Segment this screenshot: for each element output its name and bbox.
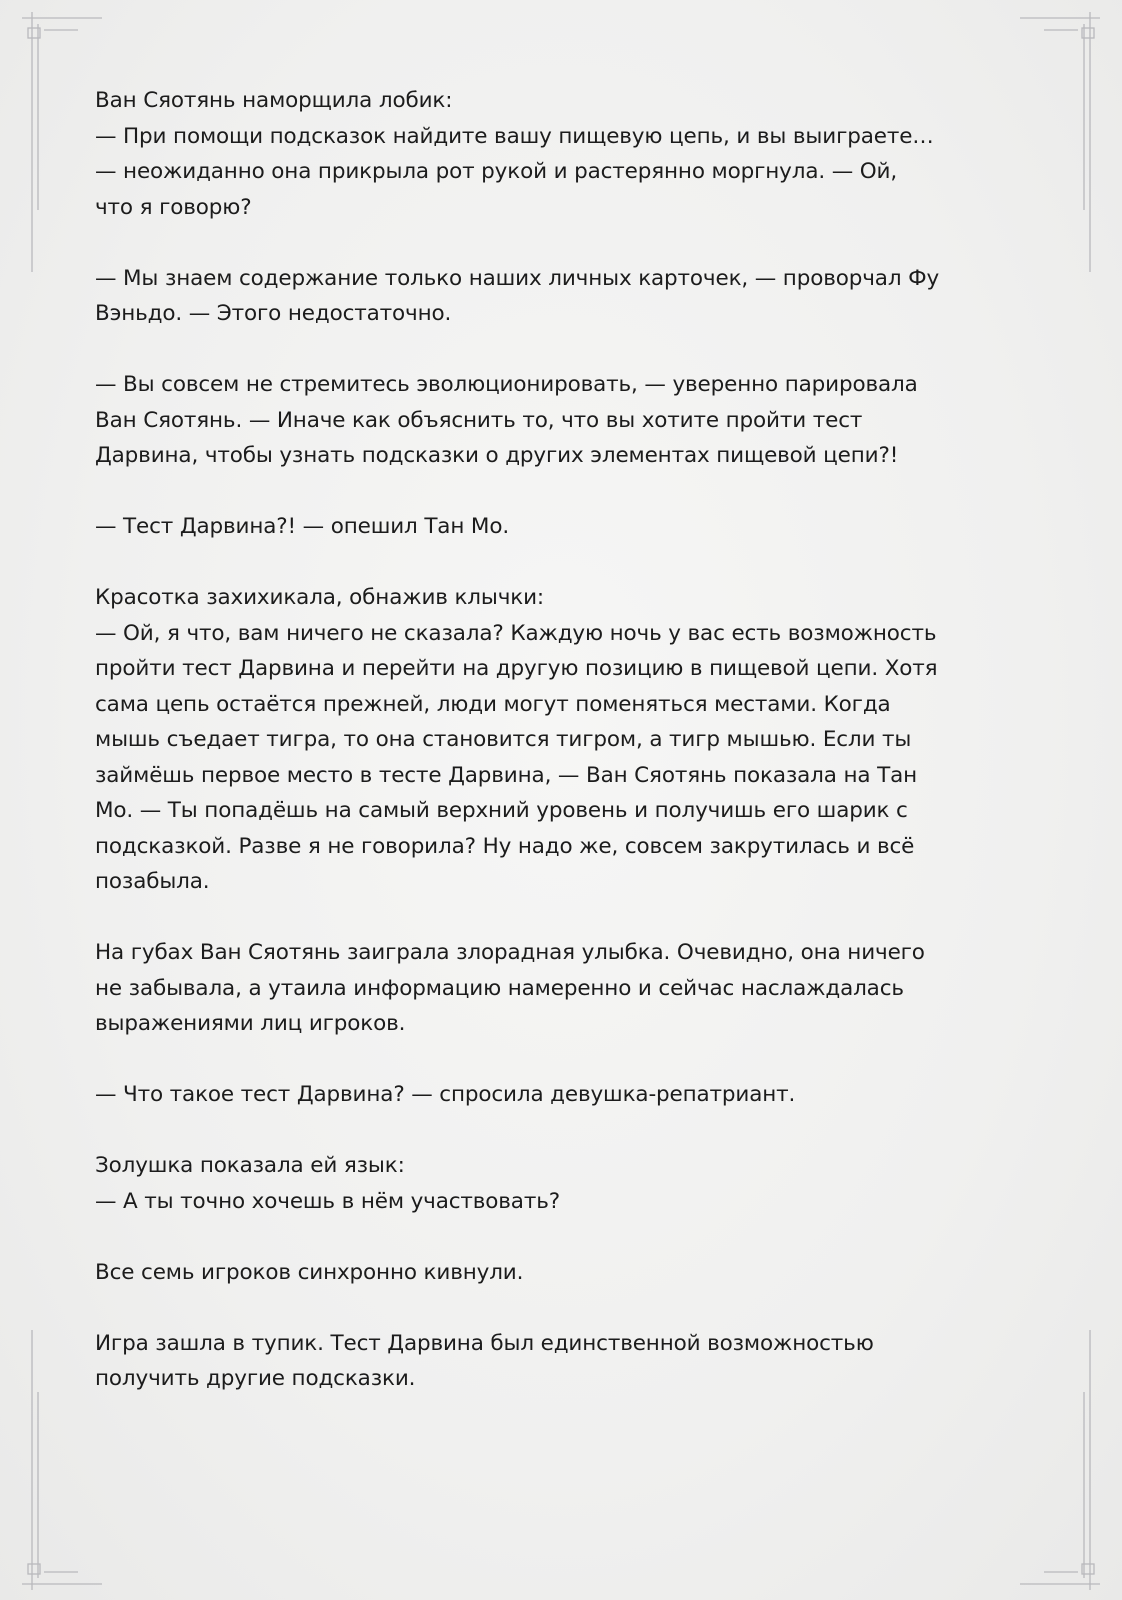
paragraph: Золушка показала ей язык: — А ты точно хочешь в нём участвовать? (95, 1153, 560, 1214)
paragraph: На губах Ван Сяотянь заиграла злорадная улыбка. Очевидно, она ничего не забывала, а утаила информацию намеренно и сейчас наслаждалась выражениями лиц игроков. (95, 940, 925, 1036)
paragraph: — Вы совсем не стремитесь эволюционировать, — уверенно парировала Ван Сяотянь. — Иначе как объяснить то, что вы хотите пройти тест Дарвина, чтобы узнать подсказки о других элементах пищевой цепи?! (95, 372, 918, 468)
paragraph: Игра зашла в тупик. Тест Дарвина был единственной возможностью получить другие подсказки. (95, 1330, 874, 1391)
paragraph: — Что такое тест Дарвина? — спросила девушка-репатриант. (95, 1082, 796, 1107)
paragraph: Красотка захихикала, обнажив клычки: — Ой, я что, вам ничего не сказала? Каждую ночь у вас есть возможность пройти тест Дарвина и перейти на другую позицию в пищевой цепи. Хотя сама цепь остаётся прежней, люди могут поменяться местами. Когда мышь съедает тигра, то она становится тигром, а тигр мышью. Если ты займёшь первое место в тесте Дарвина, — Ван Сяотянь показала на Тан Мо. — Ты попадёшь на самый верхний уровень и получишь его шарик с подсказкой. Разве я не говорила? Ну надо же, совсем закрутилась и всё позабыла. (95, 585, 938, 894)
body-text (95, 83, 1035, 1432)
paragraph: — Мы знаем содержание только наших личных карточек, — проворчал Фу Вэньдо. — Этого недостаточно. (95, 265, 940, 326)
paragraph: — Тест Дарвина?! — опешил Тан Мо. (95, 514, 510, 539)
paragraph: Все семь игроков синхронно кивнули. (95, 1259, 524, 1285)
paragraph: Ван Сяотянь наморщила лобик: — При помощи подсказок найдите вашу пищевую цепь, и вы выиграете… — неожиданно она прикрыла рот рукой и растерянно моргнула. — Ой, что я говорю? (95, 88, 934, 220)
